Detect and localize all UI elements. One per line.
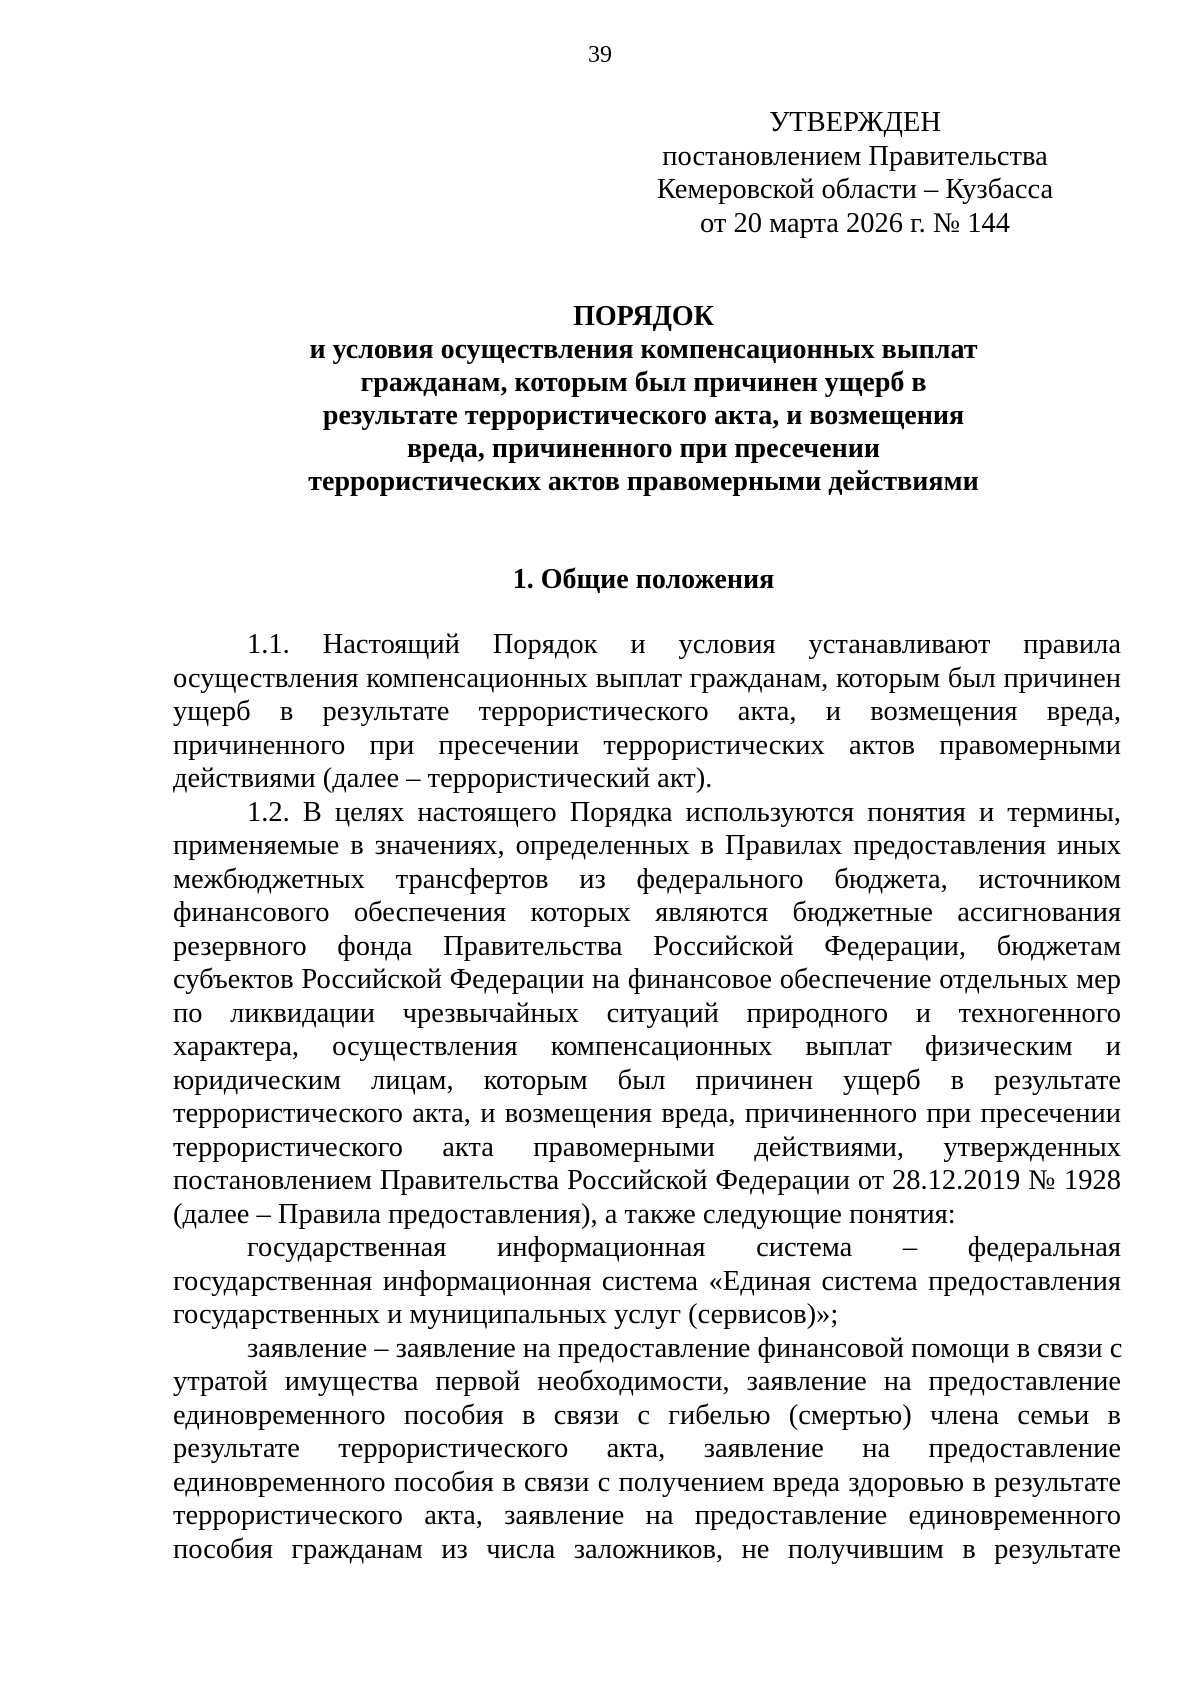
body-line: субъектов Российской Федерации на финансовое обеспечение отдельных мер [173, 964, 1121, 995]
body-line: резервного фонда Правительства Российской Федерации, бюджетам [173, 930, 1121, 962]
body-line: террористического акта, заявление на предоставление единовременного [173, 1500, 1121, 1531]
body-line: утратой имущества первой необходимости, заявление на предоставление [173, 1366, 1121, 1397]
body-line: террористического акта, и возмещения вреда, причиненного при пресечении [173, 1098, 1121, 1129]
body-line: 1.2. В целях настоящего Порядка используются понятия и термины, [247, 796, 1121, 828]
approval-line: УТВЕРЖДЕН [769, 107, 941, 138]
title-line: ПОРЯДОК [573, 301, 714, 332]
body-line: террористического акта правомерными действиями, утвержденных [173, 1131, 1121, 1163]
body-line: результате террористического акта, заявление на предоставление [173, 1433, 1121, 1464]
title-line: террористических актов правомерными действиями [308, 466, 979, 497]
body-line: действиями (далее – террористический акт). [173, 763, 713, 794]
body-line: постановлением Правительства Российской Федерации от 28.12.2019 № 1928 [173, 1165, 1121, 1196]
body-line: осуществления компенсационных выплат гражданам, которым был причинен [173, 662, 1121, 694]
approval-line: от 20 марта 2026 г. № 144 [700, 207, 1010, 239]
section-heading: 1. Общие положения [512, 564, 775, 595]
body-line: (далее – Правила предоставления), а также следующие понятия: [173, 1198, 956, 1230]
body-line: причиненного при пресечении террористических актов правомерными [173, 729, 1121, 761]
body-line: по ликвидации чрезвычайных ситуаций природного и техногенного [173, 997, 1121, 1029]
body-line: государственных и муниципальных услуг (сервисов)»; [173, 1299, 839, 1330]
approval-line: Кемеровской области – Кузбасса [656, 174, 1054, 205]
body-line: юридическим лицам, которым был причинен ущерб в результате [173, 1064, 1121, 1096]
body-line: ущерб в результате террористического акта, и возмещения вреда, [173, 696, 1121, 727]
body-text [173, 628, 1121, 1566]
body-line: межбюджетных трансфертов из федерального бюджета, источником [173, 863, 1121, 895]
body-line: единовременного пособия в связи с гибелью (смертью) члена семьи в [173, 1399, 1121, 1431]
body-line: единовременного пособия в связи с получением вреда здоровью в результате [173, 1466, 1121, 1498]
body-line: применяемые в значениях, определенных в Правилах предоставления иных [173, 830, 1121, 861]
body-line: заявление – заявление на предоставление финансовой помощи в связи с [247, 1332, 1123, 1364]
title-line: результате террористического акта, и возмещения [322, 400, 965, 431]
document-title [0, 300, 1200, 498]
body-line: характера, осуществления компенсационных выплат физическим и [173, 1031, 1121, 1062]
title-line: гражданам, которым был причинен ущерб в [360, 367, 927, 398]
approval-stamp [620, 106, 1090, 240]
body-line: государственная информационная система – федеральная [247, 1232, 1121, 1263]
body-line: финансового обеспечения которых являются бюджетные ассигнования [173, 897, 1121, 928]
approval-line: постановлением Правительства [662, 140, 1048, 172]
body-line: 1.1. Настоящий Порядок и условия устанавливают правила [247, 629, 1121, 660]
title-line: и условия осуществления компенсационных выплат [309, 334, 978, 365]
page-number: 39 [588, 42, 612, 68]
title-line: вреда, причиненного при пресечении [407, 433, 880, 464]
body-line: пособия гражданам из числа заложников, не получившим в результате [173, 1533, 1121, 1565]
body-line: государственная информационная система «Единая система предоставления [173, 1265, 1121, 1297]
